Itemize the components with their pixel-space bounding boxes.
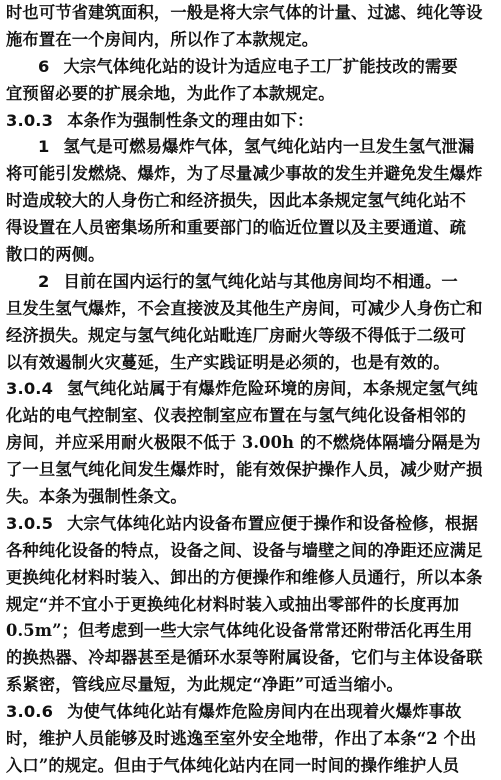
line-text: 各种纯化设备的特点，设备之间、设备与墙壁之间的净距还应满足 [6,540,483,560]
line-text: 大宗气体纯化站的设计为适应电子工厂扩能技改的需要 [63,56,458,76]
text-line [6,511,495,538]
line-text: 更换纯化材料时装入、卸出的方便操作和维修人员通行，所以本条 [6,567,483,587]
clause-number: 6 [38,56,50,76]
text-line [6,242,495,269]
text-line [6,215,495,242]
text-line [6,134,495,161]
line-text: 系紧密，管线应尽量短，为此规定“净距”可适当缩小。 [6,675,403,695]
line-text: 化站的电气控制室、仪表控制室应布置在与氢气纯化设备相邻的 [6,406,467,426]
clause-number: 1 [38,137,50,157]
line-text: 规定“并不宜小于更换纯化材料时装入或抽出零部件的长度再加 [6,594,460,614]
line-text: 入口”的规定。但由于气体纯化站内在同一时间的操作维护人员 [6,755,460,775]
line-text: 时造成较大的人身伤亡和经济损失，因此本条规定氢气纯化站不 [6,191,467,211]
line-text: 时也可节省建筑面积，一般是将大宗气体的计量、过滤、纯化等设 [6,3,483,22]
text-line [6,645,495,672]
line-text: 大宗气体纯化站内设备布置应便于操作和设备检修，根据 [67,513,478,533]
text-line [6,484,495,511]
line-text: 了一旦氢气纯化间发生爆炸时，能有效保护操作人员，减少财产损 [6,460,483,480]
text-line [6,188,495,215]
line-text: 为使气体纯化站有爆炸危险房间内在出现着火爆炸事故 [67,702,462,722]
text-line [6,108,495,135]
line-text: 宜预留必要的扩展余地，为此作了本款规定。 [6,83,335,103]
text-line [6,618,495,645]
text-line [6,565,495,592]
text-line [6,161,495,188]
text-line [6,726,495,753]
line-text: 目前在国内运行的氢气纯化站与其他房间均不相通。一 [63,271,458,291]
text-line [6,672,495,699]
text-line [6,81,495,108]
text-line [6,430,495,457]
clause-number: 2 [38,271,50,291]
text-line [6,457,495,484]
text-line [6,323,495,350]
line-text: 0.5m”；但考虑到一些大宗气体纯化设备常常还附带活化再生用 [6,621,473,641]
text-line [6,350,495,377]
text-line [6,27,495,54]
line-text: 的换热器、冷却器甚至是循环水泵等附属设备，它们与主体设备联 [6,648,483,668]
text-line [6,403,495,430]
line-text: 将可能引发燃烧、爆炸，为了尽量减少事故的发生并避免发生爆炸 [6,164,483,184]
line-text: 以有效遏制火灾蔓延，生产实践证明是必须的，也是有效的。 [6,352,450,372]
clause-number: 3.0.5 [6,513,54,533]
line-text: 散口的两侧。 [6,245,105,265]
clause-number: 3.0.3 [6,110,54,130]
line-text: 时，维护人员能够及时逃逸至室外安全地带，作出了本条“2 个出 [6,729,477,749]
line-text: 得设置在人员密集场所和重要部门的临近位置以及主要通道、疏 [6,218,467,238]
text-line [6,269,495,296]
line-text: 失。本条为强制性条文。 [6,487,187,507]
text-line [6,0,495,27]
text-line [6,296,495,323]
line-text: 房间，并应采用耐火极限不低于 3.00h 的不燃烧体隔墙分隔是为 [6,433,481,453]
text-line [6,592,495,619]
text-line [6,54,495,81]
text-line [6,699,495,726]
line-text: 氢气是可燃易爆炸气体，氢气纯化站内一旦发生氢气泄漏 [63,137,475,157]
text-line [6,376,495,403]
clause-number: 3.0.4 [6,379,54,399]
line-text: 施布置在一个房间内，所以作了本款规定。 [6,29,319,49]
line-text: 氢气纯化站属于有爆炸危险环境的房间，本条规定氢气纯 [67,379,478,399]
clause-number: 3.0.6 [6,702,54,722]
line-text: 经济损失。规定与氢气纯化站毗连厂房耐火等级不得低于二级可 [6,325,467,345]
text-line [6,538,495,565]
line-text: 旦发生氢气爆炸，不会直接波及其他生产房间，可减少人身伤亡和 [6,298,483,318]
line-text: 本条作为强制性条文的理由如下： [67,110,314,130]
